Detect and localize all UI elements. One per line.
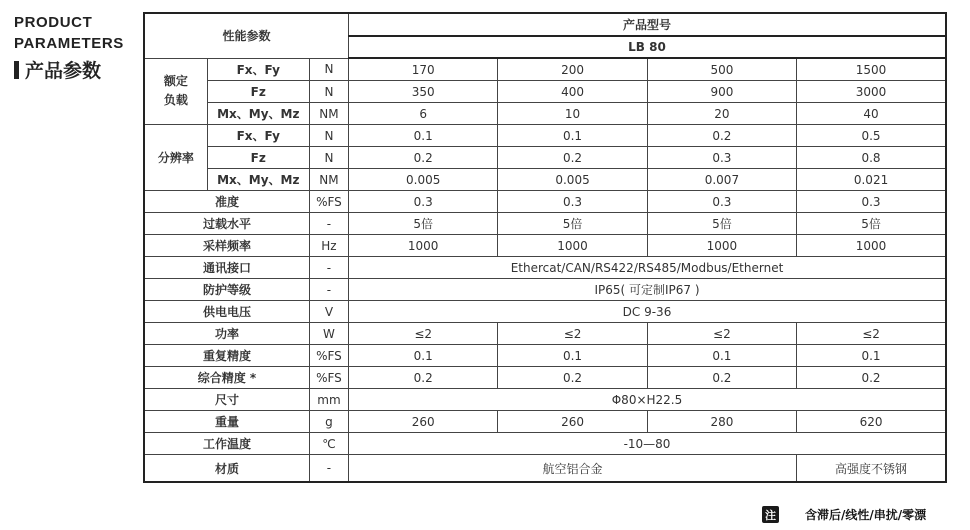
row-label: 功率 xyxy=(144,323,309,345)
table-row xyxy=(144,433,946,455)
row-label: 重量 xyxy=(144,411,309,433)
cell-value: 0.2 xyxy=(797,367,946,389)
cell-value: 1000 xyxy=(797,235,946,257)
cell-value: 10 xyxy=(498,103,647,125)
cell-value: 500 xyxy=(647,58,796,81)
row-label: 采样频率 xyxy=(144,235,309,257)
row-unit: g xyxy=(309,411,348,433)
header-param: 性能参数 xyxy=(144,13,349,58)
row-label: 通讯接口 xyxy=(144,257,309,279)
table-row xyxy=(144,147,946,169)
row-label: 重复精度 xyxy=(144,345,309,367)
cell-value: 260 xyxy=(349,411,498,433)
cell-value: 0.3 xyxy=(349,191,498,213)
table-row xyxy=(144,213,946,235)
row-unit: %FS xyxy=(309,367,348,389)
cell-value: 170 xyxy=(349,58,498,81)
row-unit: NM xyxy=(309,169,348,191)
cell-value: 5倍 xyxy=(349,213,498,235)
cell-value: 0.1 xyxy=(647,345,796,367)
cell-value: 0.005 xyxy=(498,169,647,191)
cell-value: ≤2 xyxy=(797,323,946,345)
heading-en-line2: PARAMETERS xyxy=(14,35,124,52)
cell-value: 40 xyxy=(797,103,946,125)
heading-en-line1: PRODUCT xyxy=(14,14,93,31)
table-row xyxy=(144,257,946,279)
row-unit: mm xyxy=(309,389,348,411)
cell-value: 900 xyxy=(647,81,796,103)
row-sub-label: Mx、My、Mz xyxy=(207,103,309,125)
row-unit: NM xyxy=(309,103,348,125)
cell-value: 0.3 xyxy=(797,191,946,213)
cell-value: Ethercat/CAN/RS422/RS485/Modbus/Ethernet xyxy=(349,257,947,279)
note-text: 含滞后/线性/串扰/零漂 xyxy=(805,508,927,522)
cell-value: 0.2 xyxy=(498,147,647,169)
cell-value: 0.8 xyxy=(797,147,946,169)
cell-value: 0.1 xyxy=(349,345,498,367)
row-unit: N xyxy=(309,58,348,81)
note-badge: 注 xyxy=(762,506,779,523)
cell-value: 6 xyxy=(349,103,498,125)
row-unit: %FS xyxy=(309,191,348,213)
table-row xyxy=(144,81,946,103)
table-row xyxy=(144,125,946,147)
cell-value: 280 xyxy=(647,411,796,433)
table-row xyxy=(144,367,946,389)
row-label xyxy=(144,367,309,389)
table-row xyxy=(144,411,946,433)
table-row xyxy=(144,279,946,301)
row-label: 防护等级 xyxy=(144,279,309,301)
cell-value: 0.5 xyxy=(797,125,946,147)
row-label: 过载水平 xyxy=(144,213,309,235)
cell-value: 0.2 xyxy=(647,367,796,389)
cell-value: IP65( 可定制IP67 ) xyxy=(349,279,947,301)
cell-value: 0.1 xyxy=(498,125,647,147)
table-row xyxy=(144,191,946,213)
row-unit: N xyxy=(309,147,348,169)
row-sub-label: Fz xyxy=(207,81,309,103)
row-sub-label: Fz xyxy=(207,147,309,169)
cell-value: 20 xyxy=(647,103,796,125)
cell-value: 0.1 xyxy=(797,345,946,367)
cell-value: 5倍 xyxy=(498,213,647,235)
table-row xyxy=(144,455,946,483)
cell-value: 400 xyxy=(498,81,647,103)
cell-value: 0.1 xyxy=(349,125,498,147)
cell-value: 1000 xyxy=(349,235,498,257)
cell-value: ≤2 xyxy=(349,323,498,345)
cell-value: 0.3 xyxy=(647,191,796,213)
row-label-text: 综合精度 xyxy=(197,371,246,385)
row-label: 尺寸 xyxy=(144,389,309,411)
section-heading xyxy=(14,12,124,83)
table-row xyxy=(144,323,946,345)
footnote xyxy=(762,506,926,523)
cell-value: 3000 xyxy=(797,81,946,103)
cell-value: Φ80×H22.5 xyxy=(349,389,947,411)
row-unit: - xyxy=(309,455,348,483)
row-unit: V xyxy=(309,301,348,323)
table-row xyxy=(144,389,946,411)
row-unit: - xyxy=(309,213,348,235)
cell-value: 350 xyxy=(349,81,498,103)
row-unit: - xyxy=(309,257,348,279)
table-row xyxy=(144,169,946,191)
cell-value: 5倍 xyxy=(647,213,796,235)
cell-value: 0.2 xyxy=(647,125,796,147)
cell-value: 0.3 xyxy=(647,147,796,169)
table-row xyxy=(144,103,946,125)
row-unit: N xyxy=(309,81,348,103)
resolution-label: 分辨率 xyxy=(144,125,207,191)
row-label: 准度 xyxy=(144,191,309,213)
cell-value: ≤2 xyxy=(498,323,647,345)
cell-value: 0.2 xyxy=(498,367,647,389)
cell-value: 0.1 xyxy=(498,345,647,367)
table-row xyxy=(144,345,946,367)
row-label: 工作温度 xyxy=(144,433,309,455)
cell-value: ≤2 xyxy=(647,323,796,345)
table-row xyxy=(144,301,946,323)
cell-value: 0.007 xyxy=(647,169,796,191)
cell-value: 200 xyxy=(498,58,647,81)
cell-value: 1000 xyxy=(498,235,647,257)
cell-value: 0.3 xyxy=(498,191,647,213)
cell-value: 0.005 xyxy=(349,169,498,191)
row-unit: %FS xyxy=(309,345,348,367)
row-sub-label: Fx、Fy xyxy=(207,125,309,147)
row-unit: ℃ xyxy=(309,433,348,455)
header-model-label: 产品型号 xyxy=(349,13,947,36)
header-row xyxy=(144,13,946,36)
table-row xyxy=(144,235,946,257)
cell-value: 620 xyxy=(797,411,946,433)
row-label: 材质 xyxy=(144,455,309,483)
cell-value: DC 9-36 xyxy=(349,301,947,323)
cell-value: 航空铝合金 xyxy=(349,455,797,483)
heading-bar-icon xyxy=(14,61,19,79)
heading-zh xyxy=(14,56,124,83)
row-label: 供电电压 xyxy=(144,301,309,323)
header-model: LB 80 xyxy=(349,36,947,58)
cell-value: 1000 xyxy=(647,235,796,257)
cell-value: 260 xyxy=(498,411,647,433)
cell-value: 0.2 xyxy=(349,367,498,389)
load-label: 额定 负载 xyxy=(144,58,207,125)
cell-value: 1500 xyxy=(797,58,946,81)
cell-value: 0.021 xyxy=(797,169,946,191)
cell-value: 5倍 xyxy=(797,213,946,235)
row-unit: Hz xyxy=(309,235,348,257)
row-sub-label: Mx、My、Mz xyxy=(207,169,309,191)
cell-value: -10—80 xyxy=(349,433,947,455)
row-unit: N xyxy=(309,125,348,147)
heading-zh-text: 产品参数 xyxy=(25,60,102,82)
asterisk-mark: * xyxy=(245,371,257,385)
row-unit: - xyxy=(309,279,348,301)
cell-value: 高强度不锈钢 xyxy=(797,455,946,483)
table-row xyxy=(144,58,946,81)
row-sub-label: Fx、Fy xyxy=(207,58,309,81)
row-unit: W xyxy=(309,323,348,345)
parameters-table xyxy=(143,12,947,483)
cell-value: 0.2 xyxy=(349,147,498,169)
